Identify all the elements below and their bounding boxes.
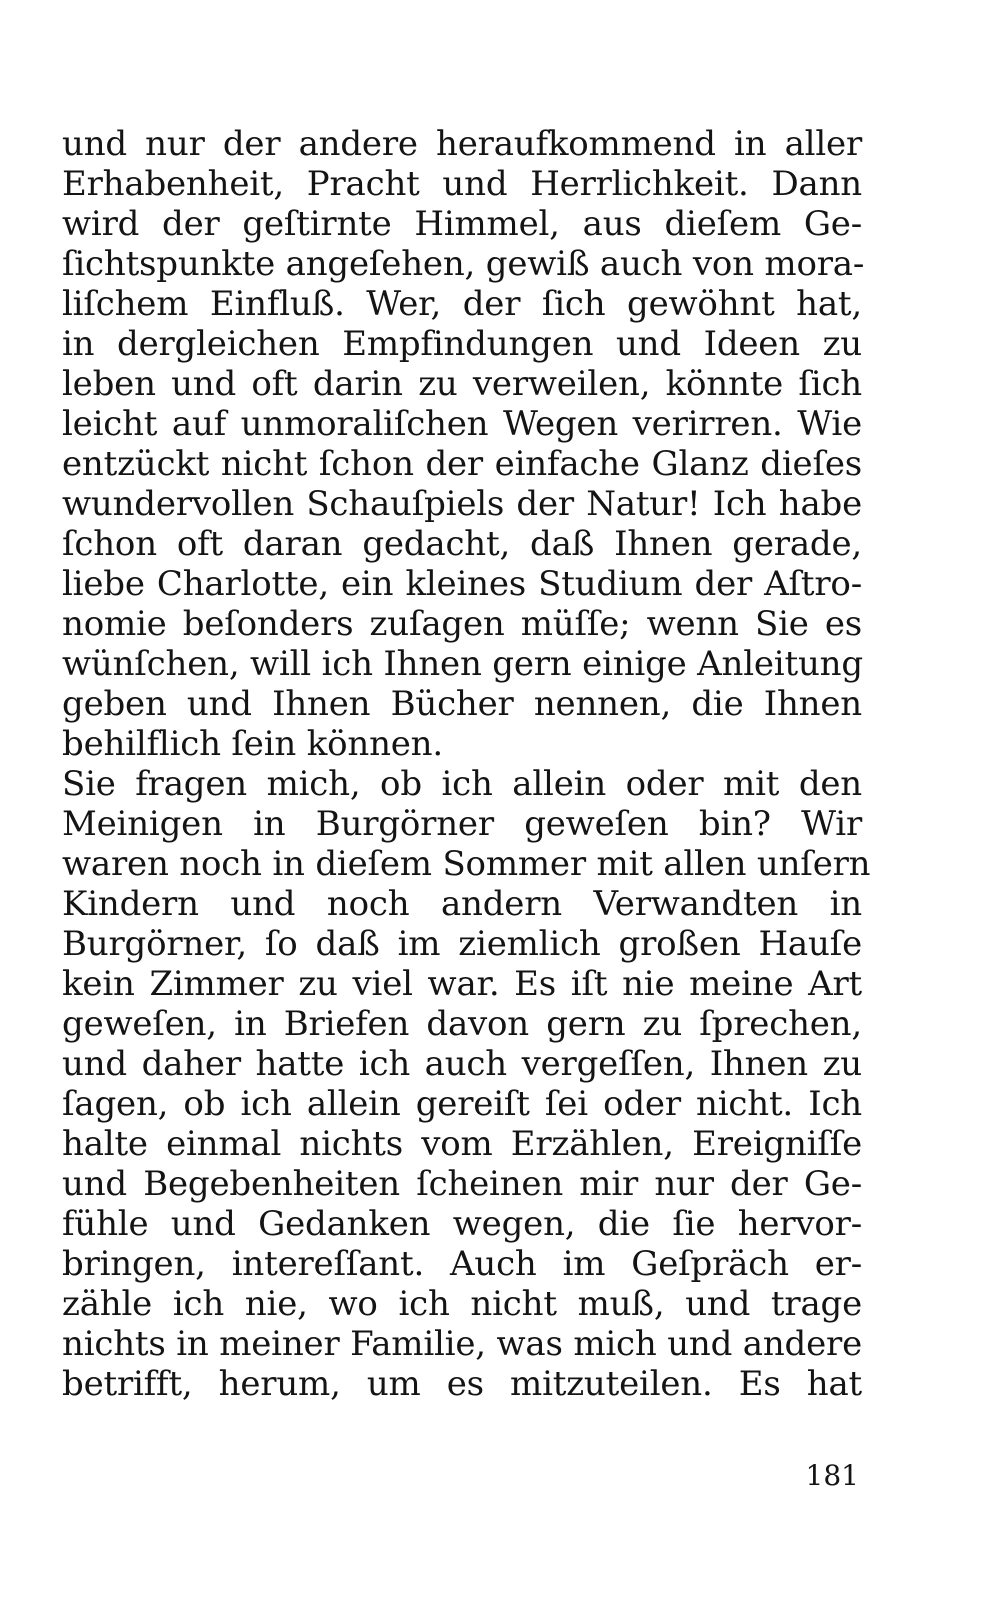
- text-line: halte einmal nichts vom Erzählen, Ereigniſſe: [62, 1124, 862, 1164]
- text-line: wird der geſtirnte Himmel, aus dieſem Ge-: [62, 204, 862, 244]
- text-line: ſichtspunkte angeſehen, gewiß auch von mora-: [62, 244, 865, 284]
- text-line: fühle und Gedanken wegen, die ſie hervor-: [62, 1204, 862, 1244]
- text-line: nomie beſonders zuſagen müſſe; wenn Sie es: [62, 604, 862, 644]
- text-line: geweſen, in Briefen davon gern zu ſprechen,: [62, 1004, 862, 1044]
- text-line: Erhabenheit, Pracht und Herrlichkeit. Dann: [62, 164, 862, 204]
- text-line-paragraph-end: behilflich ſein können.: [62, 724, 443, 764]
- text-line: nichts in meiner Familie, was mich und andere: [62, 1324, 862, 1364]
- text-line: wünſchen, will ich Ihnen gern einige Anleitung: [62, 644, 863, 684]
- text-line: und daher hatte ich auch vergeſſen, Ihnen zu: [62, 1044, 862, 1084]
- text-line: entzückt nicht ſchon der einfache Glanz dieſes: [62, 444, 862, 484]
- text-line: leben und oft darin zu verweilen, könnte ſich: [62, 364, 862, 404]
- text-line: ſchon oft daran gedacht, daß Ihnen gerade,: [62, 524, 862, 564]
- body-text: [62, 124, 871, 1404]
- text-line: ſagen, ob ich allein gereiſt ſei oder nicht. Ich: [62, 1084, 862, 1124]
- text-line: Sie fragen mich, ob ich allein oder mit den: [62, 764, 862, 804]
- text-line: geben und Ihnen Bücher nennen, die Ihnen: [62, 684, 862, 724]
- text-line: liebe Charlotte, ein kleines Studium der Aſtro-: [62, 564, 862, 604]
- text-line: kein Zimmer zu viel war. Es iſt nie meine Art: [62, 964, 862, 1004]
- text-line: bringen, intereſſant. Auch im Geſpräch er-: [62, 1244, 862, 1284]
- text-line: Meinigen in Burgörner geweſen bin? Wir: [62, 804, 862, 844]
- text-line: zähle ich nie, wo ich nicht muß, und trage: [62, 1284, 862, 1324]
- text-line: Kindern und noch andern Verwandten in: [62, 884, 862, 924]
- text-line: in dergleichen Empfindungen und Ideen zu: [62, 324, 862, 364]
- text-line: waren noch in dieſem Sommer mit allen unſern: [62, 844, 871, 884]
- text-line: liſchem Einfluß. Wer, der ſich gewöhnt hat,: [62, 284, 862, 324]
- text-line: und nur der andere heraufkommend in aller: [62, 124, 862, 164]
- text-line: wundervollen Schauſpiels der Natur! Ich habe: [62, 484, 862, 524]
- text-line: leicht auf unmoraliſchen Wegen verirren. Wie: [62, 404, 862, 444]
- text-line: und Begebenheiten ſcheinen mir nur der Ge-: [62, 1164, 862, 1204]
- text-line: betrifft, herum, um es mitzuteilen. Es hat: [62, 1364, 862, 1404]
- page-number: 181: [805, 1459, 859, 1492]
- text-line: Burgörner, ſo daß im ziemlich großen Hauſe: [62, 924, 862, 964]
